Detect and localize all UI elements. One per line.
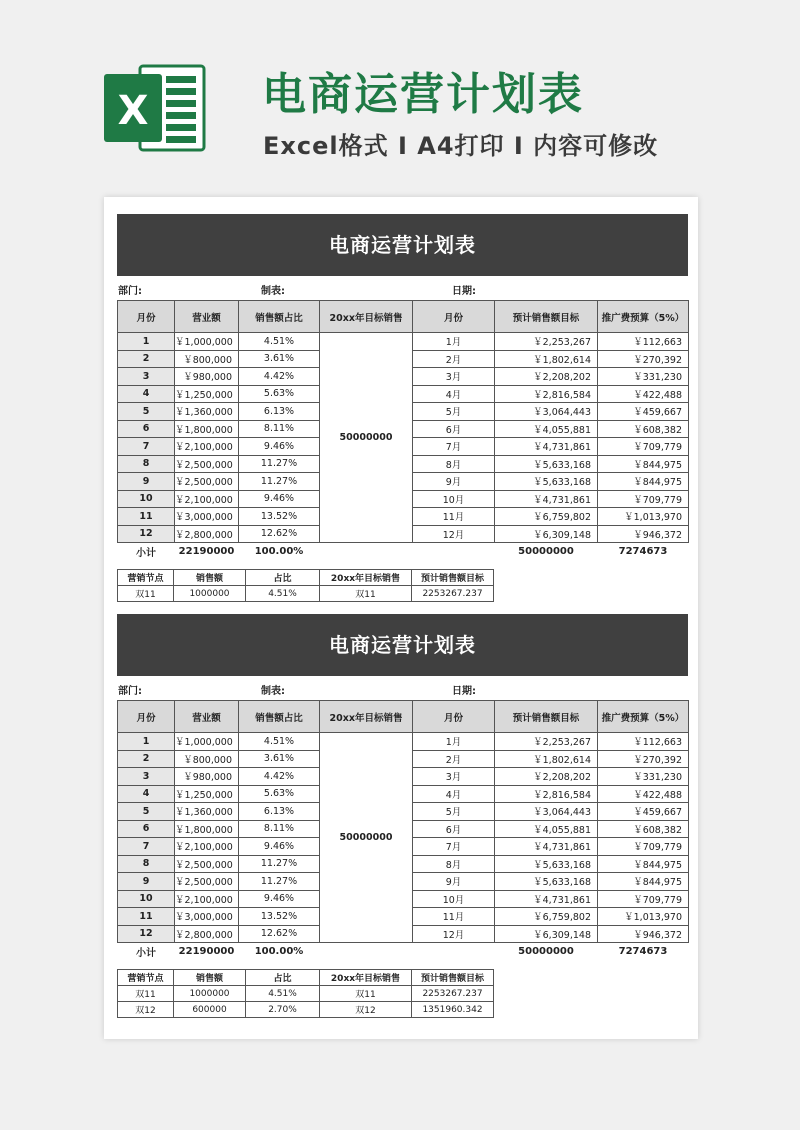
mkt-target-cell: 双11: [320, 986, 412, 1002]
page-header: [0, 0, 800, 190]
month-cell: 5: [118, 803, 175, 821]
month-2-cell: 11月: [413, 908, 495, 926]
table-row: [118, 733, 689, 751]
subtotal-label: 小计: [136, 547, 156, 559]
revenue-cell: ￥2,500,000: [175, 473, 239, 491]
subtotal-promo: 7274673: [618, 945, 668, 957]
month-2-cell: 4月: [413, 785, 495, 803]
target-cell: 50000000: [320, 733, 413, 943]
subtotal-row: [118, 943, 689, 960]
promo-cell: ￥459,667: [598, 403, 689, 421]
mkt-col-target: 20xx年目标销售: [320, 570, 412, 586]
subtotal-label: 小计: [136, 947, 156, 959]
month-2-cell: 3月: [413, 368, 495, 386]
revenue-cell: ￥1,360,000: [175, 403, 239, 421]
month-cell: 12: [118, 525, 175, 543]
estimate-cell: ￥5,633,168: [495, 855, 598, 873]
share-cell: 11.27%: [239, 473, 320, 491]
month-2-cell: 5月: [413, 403, 495, 421]
revenue-cell: ￥2,100,000: [175, 838, 239, 856]
date-label: 日期:: [452, 686, 476, 697]
estimate-cell: ￥2,253,267: [495, 333, 598, 351]
revenue-cell: ￥2,500,000: [175, 873, 239, 891]
col-promo: 推广费预算（5%）: [598, 701, 689, 733]
month-2-cell: 4月: [413, 385, 495, 403]
promo-cell: ￥709,779: [598, 490, 689, 508]
spreadsheet-preview: [104, 197, 698, 1039]
month-cell: 10: [118, 490, 175, 508]
month-cell: 6: [118, 820, 175, 838]
svg-text:X: X: [117, 88, 149, 134]
month-2-cell: 10月: [413, 490, 495, 508]
promo-cell: ￥844,975: [598, 455, 689, 473]
marketing-row: [118, 586, 494, 602]
share-cell: 4.51%: [239, 333, 320, 351]
revenue-cell: ￥2,800,000: [175, 525, 239, 543]
page-subtitle: Excel格式 I A4打印 I 内容可修改: [263, 132, 659, 160]
marketing-table-header: [118, 570, 494, 586]
month-2-cell: 7月: [413, 838, 495, 856]
revenue-cell: ￥3,000,000: [175, 908, 239, 926]
mkt-col-sales: 销售额: [174, 970, 246, 986]
mkt-sales-cell: 600000: [174, 1002, 246, 1018]
revenue-cell: ￥2,500,000: [175, 455, 239, 473]
estimate-cell: ￥3,064,443: [495, 403, 598, 421]
month-2-cell: 7月: [413, 438, 495, 456]
mkt-sales-cell: 1000000: [174, 586, 246, 602]
col-month-2: 月份: [413, 701, 495, 733]
revenue-cell: ￥1,000,000: [175, 733, 239, 751]
revenue-cell: ￥980,000: [175, 768, 239, 786]
revenue-cell: ￥1,800,000: [175, 820, 239, 838]
promo-cell: ￥946,372: [598, 525, 689, 543]
mkt-col-estimate: 预计销售额目标: [412, 570, 494, 586]
month-cell: 7: [118, 838, 175, 856]
col-share: 销售额占比: [239, 301, 320, 333]
share-cell: 12.62%: [239, 925, 320, 943]
plan-block-2: [117, 614, 688, 1018]
promo-cell: ￥459,667: [598, 803, 689, 821]
share-cell: 6.13%: [239, 803, 320, 821]
share-cell: 5.63%: [239, 385, 320, 403]
month-2-cell: 3月: [413, 768, 495, 786]
month-cell: 8: [118, 455, 175, 473]
col-revenue: 营业额: [175, 701, 239, 733]
month-cell: 2: [118, 750, 175, 768]
col-month: 月份: [118, 301, 175, 333]
month-2-cell: 12月: [413, 525, 495, 543]
month-cell: 7: [118, 438, 175, 456]
mkt-col-ratio: 占比: [246, 570, 320, 586]
month-2-cell: 5月: [413, 803, 495, 821]
subtotal-promo: 7274673: [618, 545, 668, 557]
dept-label: 部门:: [118, 286, 142, 297]
plan-table: [117, 300, 689, 559]
date-label: 日期:: [452, 286, 476, 297]
mkt-node-cell: 双11: [118, 986, 174, 1002]
plan-table: [117, 700, 689, 959]
subtotal-share: 100.00%: [254, 545, 304, 557]
share-cell: 4.42%: [239, 368, 320, 386]
target-cell: 50000000: [320, 333, 413, 543]
mkt-node-cell: 双11: [118, 586, 174, 602]
mkt-ratio-cell: 4.51%: [246, 986, 320, 1002]
estimate-cell: ￥1,802,614: [495, 350, 598, 368]
share-cell: 11.27%: [239, 873, 320, 891]
promo-cell: ￥270,392: [598, 750, 689, 768]
share-cell: 9.46%: [239, 838, 320, 856]
month-cell: 5: [118, 403, 175, 421]
mkt-target-cell: 双12: [320, 1002, 412, 1018]
mkt-col-target: 20xx年目标销售: [320, 970, 412, 986]
revenue-cell: ￥1,800,000: [175, 420, 239, 438]
month-cell: 9: [118, 473, 175, 491]
mkt-ratio-cell: 4.51%: [246, 586, 320, 602]
month-2-cell: 9月: [413, 873, 495, 891]
promo-cell: ￥946,372: [598, 925, 689, 943]
plan-block-1: [117, 214, 688, 602]
share-cell: 5.63%: [239, 785, 320, 803]
sheet-title-banner: 电商运营计划表: [117, 614, 688, 676]
estimate-cell: ￥6,309,148: [495, 925, 598, 943]
month-2-cell: 8月: [413, 455, 495, 473]
mkt-estimate-cell: 2253267.237: [412, 586, 494, 602]
estimate-cell: ￥4,731,861: [495, 490, 598, 508]
share-cell: 8.11%: [239, 820, 320, 838]
estimate-cell: ￥1,802,614: [495, 750, 598, 768]
month-cell: 1: [118, 733, 175, 751]
promo-cell: ￥844,975: [598, 873, 689, 891]
estimate-cell: ￥5,633,168: [495, 873, 598, 891]
share-cell: 8.11%: [239, 420, 320, 438]
info-row: [117, 276, 688, 300]
estimate-cell: ￥6,759,802: [495, 508, 598, 526]
estimate-cell: ￥4,055,881: [495, 820, 598, 838]
month-cell: 4: [118, 385, 175, 403]
estimate-cell: ￥4,731,861: [495, 438, 598, 456]
estimate-cell: ￥2,816,584: [495, 785, 598, 803]
revenue-cell: ￥1,360,000: [175, 803, 239, 821]
page-title: 电商运营计划表: [262, 69, 584, 120]
month-cell: 12: [118, 925, 175, 943]
estimate-cell: ￥6,759,802: [495, 908, 598, 926]
marketing-table: [117, 969, 494, 1018]
subtotal-estimate: 50000000: [518, 545, 574, 557]
estimate-cell: ￥5,633,168: [495, 473, 598, 491]
info-row: [117, 676, 688, 700]
month-2-cell: 8月: [413, 855, 495, 873]
estimate-cell: ￥5,633,168: [495, 455, 598, 473]
col-month: 月份: [118, 701, 175, 733]
month-cell: 3: [118, 368, 175, 386]
subtotal-row: [118, 543, 689, 560]
mkt-estimate-cell: 1351960.342: [412, 1002, 494, 1018]
col-revenue: 营业额: [175, 301, 239, 333]
month-2-cell: 2月: [413, 350, 495, 368]
promo-cell: ￥331,230: [598, 768, 689, 786]
revenue-cell: ￥980,000: [175, 368, 239, 386]
mkt-ratio-cell: 2.70%: [246, 1002, 320, 1018]
month-2-cell: 2月: [413, 750, 495, 768]
promo-cell: ￥422,488: [598, 785, 689, 803]
share-cell: 3.61%: [239, 750, 320, 768]
empty-cell: [413, 943, 495, 960]
table-row: [118, 333, 689, 351]
promo-cell: ￥331,230: [598, 368, 689, 386]
revenue-cell: ￥1,250,000: [175, 785, 239, 803]
mkt-col-estimate: 预计销售额目标: [412, 970, 494, 986]
month-2-cell: 9月: [413, 473, 495, 491]
marketing-row: [118, 986, 494, 1002]
share-cell: 13.52%: [239, 508, 320, 526]
revenue-cell: ￥1,250,000: [175, 385, 239, 403]
col-promo: 推广费预算（5%）: [598, 301, 689, 333]
estimate-cell: ￥2,208,202: [495, 368, 598, 386]
plan-table-header: [118, 701, 689, 733]
month-cell: 4: [118, 785, 175, 803]
dept-label: 部门:: [118, 686, 142, 697]
promo-cell: ￥608,382: [598, 420, 689, 438]
promo-cell: ￥709,779: [598, 838, 689, 856]
subtotal-share: 100.00%: [254, 945, 304, 957]
share-cell: 3.61%: [239, 350, 320, 368]
revenue-cell: ￥3,000,000: [175, 508, 239, 526]
estimate-cell: ￥3,064,443: [495, 803, 598, 821]
mkt-col-node: 营销节点: [118, 970, 174, 986]
revenue-cell: ￥800,000: [175, 350, 239, 368]
promo-cell: ￥1,013,970: [598, 908, 689, 926]
promo-cell: ￥1,013,970: [598, 508, 689, 526]
mkt-node-cell: 双12: [118, 1002, 174, 1018]
promo-cell: ￥112,663: [598, 333, 689, 351]
estimate-cell: ￥4,731,861: [495, 890, 598, 908]
month-cell: 9: [118, 873, 175, 891]
share-cell: 13.52%: [239, 908, 320, 926]
empty-cell: [320, 543, 413, 560]
col-estimate: 预计销售额目标: [495, 701, 598, 733]
maker-label: 制表:: [261, 286, 285, 297]
month-cell: 6: [118, 420, 175, 438]
month-2-cell: 10月: [413, 890, 495, 908]
mkt-sales-cell: 1000000: [174, 986, 246, 1002]
revenue-cell: ￥2,100,000: [175, 890, 239, 908]
share-cell: 9.46%: [239, 890, 320, 908]
col-month-2: 月份: [413, 301, 495, 333]
estimate-cell: ￥2,253,267: [495, 733, 598, 751]
col-share: 销售额占比: [239, 701, 320, 733]
share-cell: 4.51%: [239, 733, 320, 751]
promo-cell: ￥422,488: [598, 385, 689, 403]
estimate-cell: ￥2,816,584: [495, 385, 598, 403]
month-cell: 11: [118, 908, 175, 926]
revenue-cell: ￥2,800,000: [175, 925, 239, 943]
share-cell: 11.27%: [239, 455, 320, 473]
subtotal-revenue: 22190000: [178, 945, 235, 957]
excel-icon: [102, 62, 208, 154]
promo-cell: ￥709,779: [598, 438, 689, 456]
marketing-row: [118, 1002, 494, 1018]
revenue-cell: ￥2,100,000: [175, 438, 239, 456]
promo-cell: ￥608,382: [598, 820, 689, 838]
share-cell: 12.62%: [239, 525, 320, 543]
promo-cell: ￥709,779: [598, 890, 689, 908]
promo-cell: ￥844,975: [598, 473, 689, 491]
share-cell: 9.46%: [239, 438, 320, 456]
maker-label: 制表:: [261, 686, 285, 697]
col-estimate: 预计销售额目标: [495, 301, 598, 333]
month-cell: 3: [118, 768, 175, 786]
share-cell: 4.42%: [239, 768, 320, 786]
share-cell: 6.13%: [239, 403, 320, 421]
col-target: 20xx年目标销售: [320, 701, 413, 733]
promo-cell: ￥112,663: [598, 733, 689, 751]
revenue-cell: ￥2,500,000: [175, 855, 239, 873]
mkt-col-node: 营销节点: [118, 570, 174, 586]
revenue-cell: ￥800,000: [175, 750, 239, 768]
empty-cell: [320, 943, 413, 960]
month-cell: 11: [118, 508, 175, 526]
marketing-table-header: [118, 970, 494, 986]
month-2-cell: 12月: [413, 925, 495, 943]
estimate-cell: ￥4,055,881: [495, 420, 598, 438]
share-cell: 9.46%: [239, 490, 320, 508]
plan-table-header: [118, 301, 689, 333]
mkt-col-sales: 销售额: [174, 570, 246, 586]
month-2-cell: 6月: [413, 420, 495, 438]
subtotal-revenue: 22190000: [178, 545, 235, 557]
revenue-cell: ￥1,000,000: [175, 333, 239, 351]
month-2-cell: 1月: [413, 333, 495, 351]
estimate-cell: ￥2,208,202: [495, 768, 598, 786]
month-cell: 2: [118, 350, 175, 368]
promo-cell: ￥844,975: [598, 855, 689, 873]
revenue-cell: ￥2,100,000: [175, 490, 239, 508]
mkt-col-ratio: 占比: [246, 970, 320, 986]
estimate-cell: ￥6,309,148: [495, 525, 598, 543]
empty-cell: [413, 543, 495, 560]
marketing-table: [117, 569, 494, 602]
share-cell: 11.27%: [239, 855, 320, 873]
month-cell: 8: [118, 855, 175, 873]
month-2-cell: 6月: [413, 820, 495, 838]
sheet-title-banner: 电商运营计划表: [117, 214, 688, 276]
estimate-cell: ￥4,731,861: [495, 838, 598, 856]
month-cell: 1: [118, 333, 175, 351]
subtotal-estimate: 50000000: [518, 945, 574, 957]
promo-cell: ￥270,392: [598, 350, 689, 368]
mkt-estimate-cell: 2253267.237: [412, 986, 494, 1002]
col-target: 20xx年目标销售: [320, 301, 413, 333]
month-cell: 10: [118, 890, 175, 908]
month-2-cell: 11月: [413, 508, 495, 526]
month-2-cell: 1月: [413, 733, 495, 751]
mkt-target-cell: 双11: [320, 586, 412, 602]
